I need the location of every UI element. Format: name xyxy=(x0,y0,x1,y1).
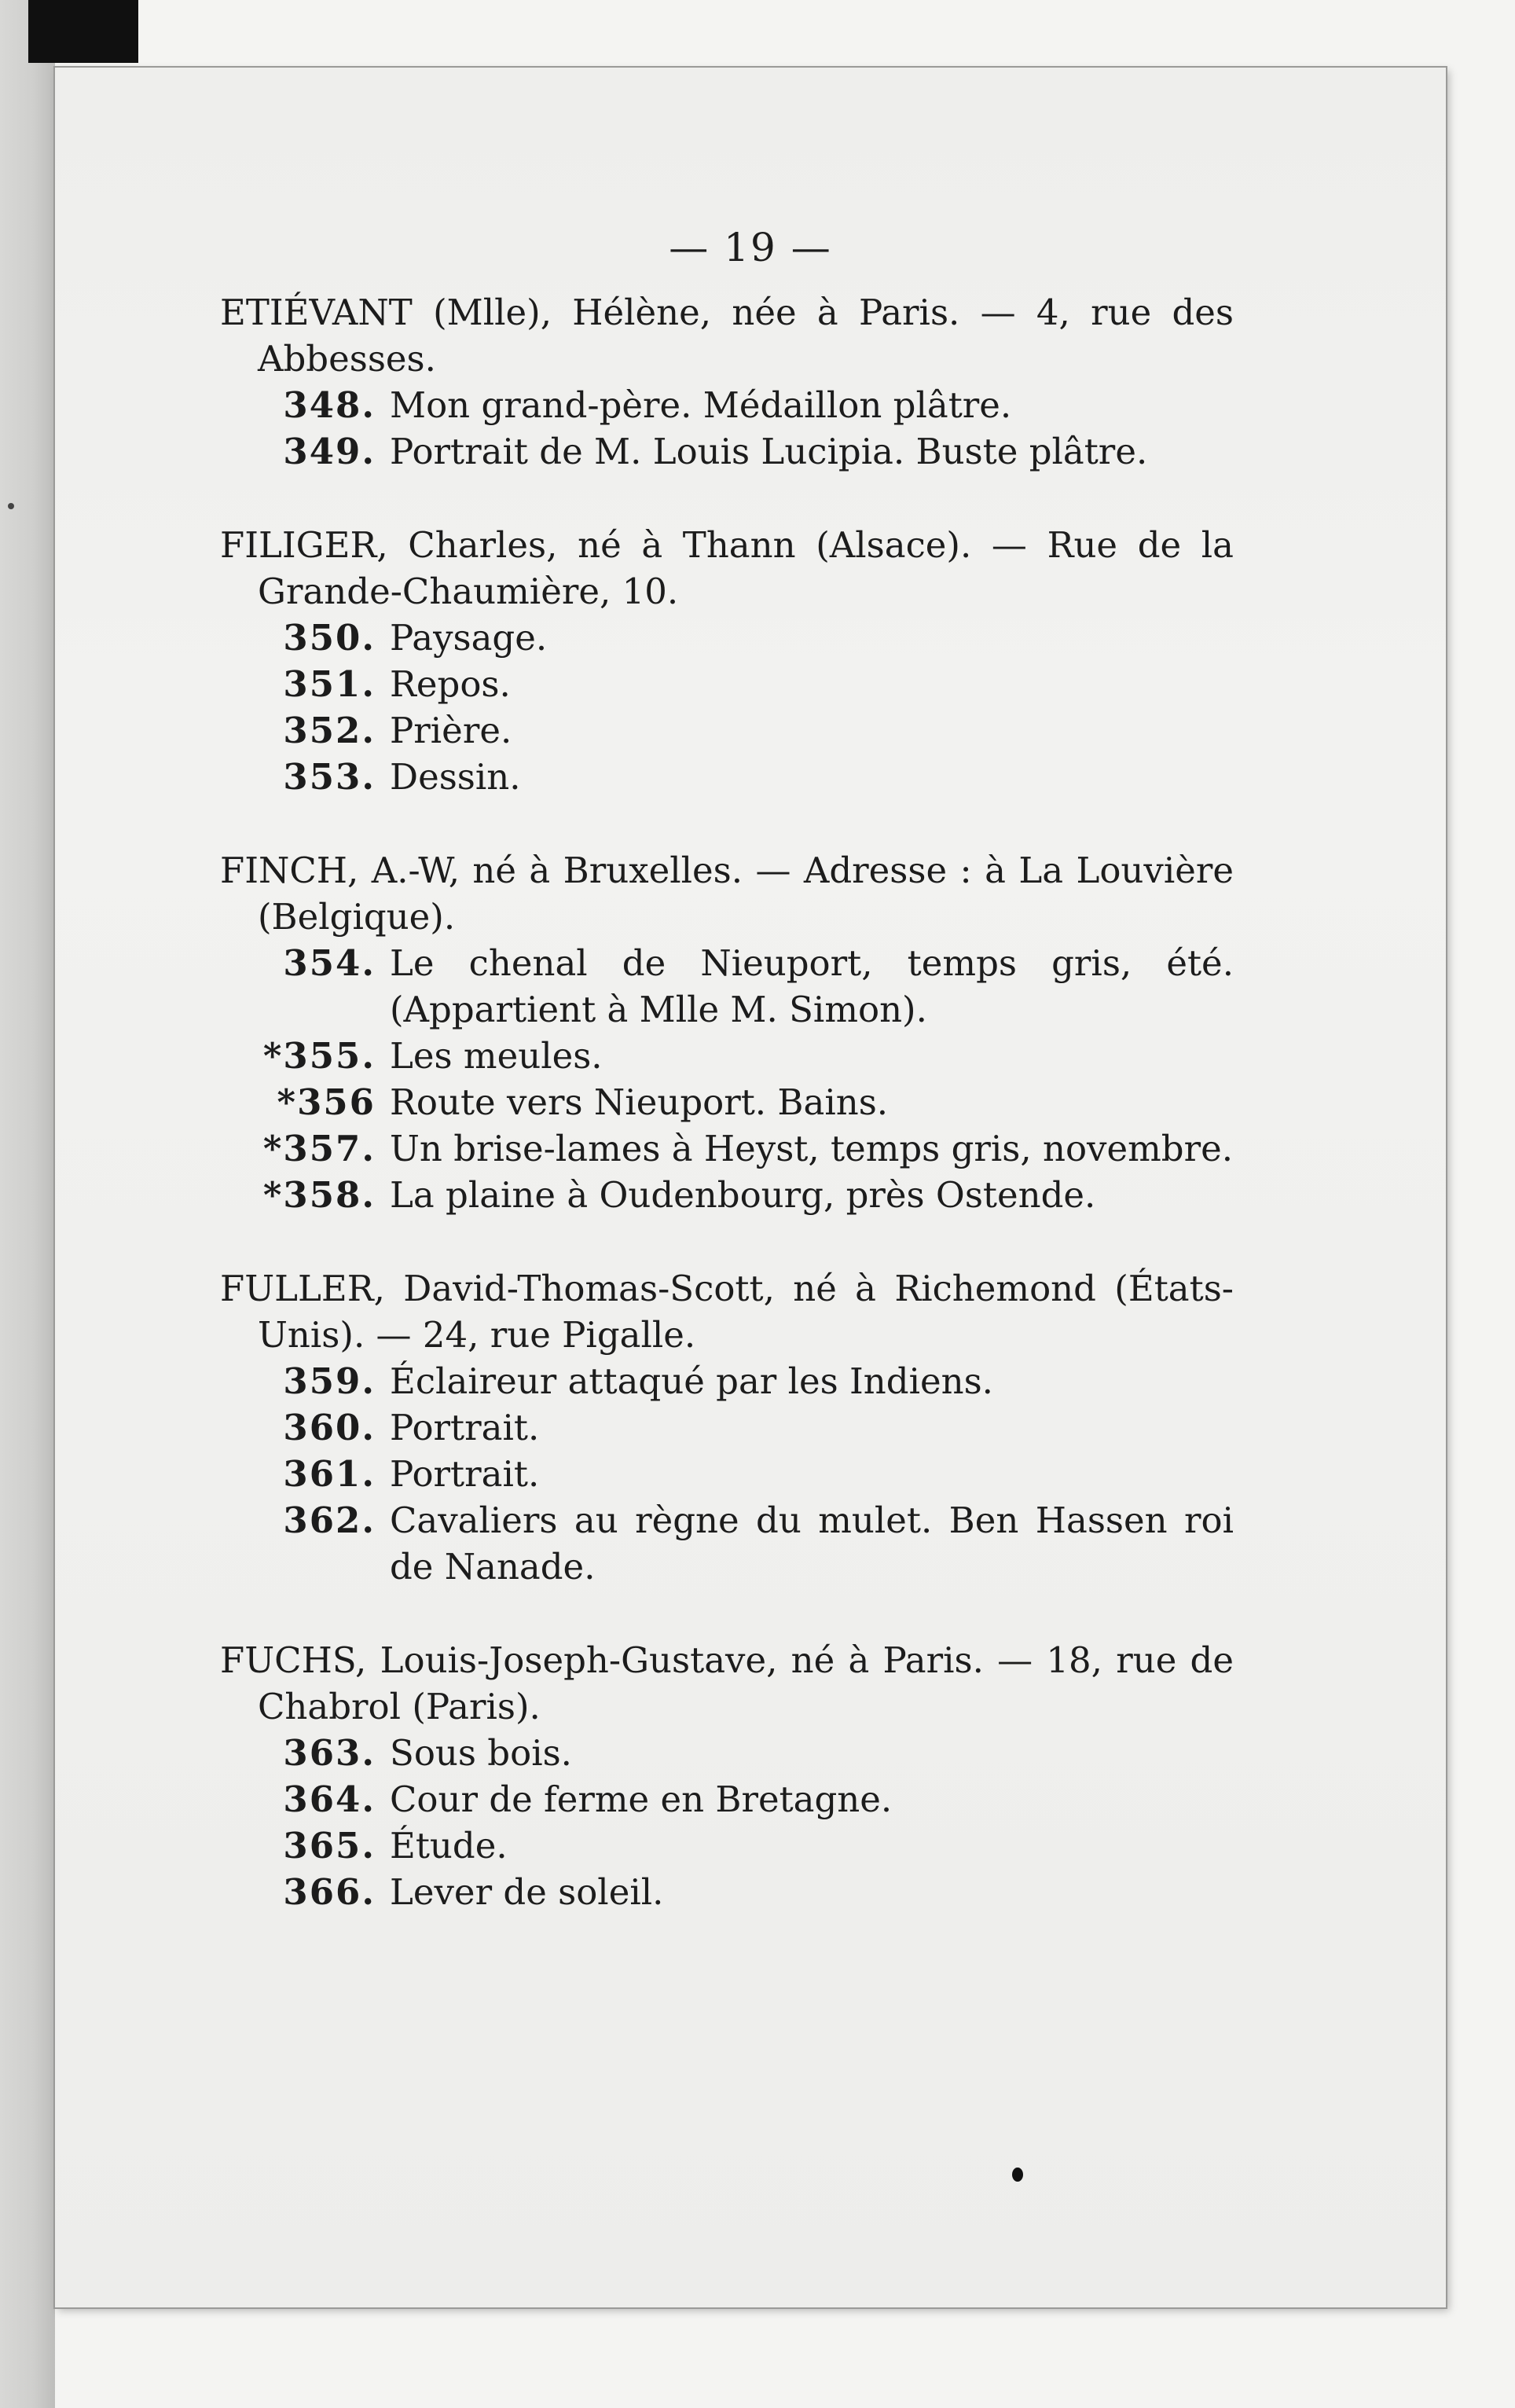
scan-left-margin xyxy=(0,0,55,2408)
work-number: 361. xyxy=(283,1453,376,1495)
work-title: Éclaireur attaqué par les Indiens. xyxy=(390,1360,993,1402)
artist-entry-filiger xyxy=(220,522,1234,800)
work-item xyxy=(220,707,1234,754)
work-title: Mon grand-père. Médaillon plâtre. xyxy=(390,384,1012,426)
work-item xyxy=(220,1776,1234,1823)
work-number: 348. xyxy=(283,384,376,426)
work-number: *356 xyxy=(277,1081,376,1123)
work-title: Lever de soleil. xyxy=(390,1871,664,1913)
work-title: Dessin. xyxy=(390,756,521,798)
work-title: Cavaliers au règne du mulet. Ben Hassen roi de Nanade. xyxy=(390,1499,1234,1588)
work-number: *355. xyxy=(262,1035,376,1077)
work-item xyxy=(220,615,1234,661)
artist-heading: ETIÉVANT (Mlle), Hélène, née à Paris. — 4, rue des Abbesses. xyxy=(220,292,1234,380)
work-item xyxy=(220,1404,1234,1451)
work-number: 365. xyxy=(283,1825,376,1867)
ink-spot xyxy=(1012,2168,1023,2182)
work-item xyxy=(220,1451,1234,1497)
artist-heading: FULLER, David-Thomas-Scott, né à Richemond (États-Unis). — 24, rue Pigalle. xyxy=(220,1268,1234,1356)
artist-entry-fuller xyxy=(220,1265,1234,1590)
work-item xyxy=(220,1497,1234,1590)
work-item xyxy=(220,1172,1234,1218)
work-item xyxy=(220,382,1234,428)
work-item xyxy=(220,1079,1234,1125)
work-number: 351. xyxy=(283,663,376,705)
work-title: Un brise-lames à Heyst, temps gris, novembre. xyxy=(390,1128,1234,1169)
margin-speck xyxy=(8,503,14,509)
work-title: Le chenal de Nieuport, temps gris, été. (Appartient à Mlle M. Simon). xyxy=(390,942,1234,1030)
page-number: — 19 — xyxy=(669,225,832,270)
artist-entry-finch xyxy=(220,847,1234,1218)
work-item xyxy=(220,1358,1234,1404)
work-number: 349. xyxy=(283,431,376,472)
work-item xyxy=(220,1730,1234,1776)
book-page xyxy=(55,68,1446,2307)
work-item xyxy=(220,428,1234,475)
work-title: Cour de ferme en Bretagne. xyxy=(390,1778,893,1820)
work-number: 363. xyxy=(283,1732,376,1774)
scan-corner-tab xyxy=(28,0,138,63)
work-number: 353. xyxy=(283,756,376,798)
work-title: Route vers Nieuport. Bains. xyxy=(390,1081,889,1123)
work-number: 360. xyxy=(283,1407,376,1448)
artist-heading: FILIGER, Charles, né à Thann (Alsace). — Rue de la Grande-Chaumière, 10. xyxy=(220,524,1234,612)
work-item xyxy=(220,1033,1234,1079)
work-title: Paysage. xyxy=(390,617,548,659)
work-title: Prière. xyxy=(390,710,512,751)
work-number: 366. xyxy=(283,1871,376,1913)
work-number: 352. xyxy=(283,710,376,751)
artist-entry-fuchs xyxy=(220,1637,1234,1915)
work-number: *358. xyxy=(262,1174,376,1216)
work-title: Les meules. xyxy=(390,1035,603,1077)
work-item xyxy=(220,1869,1234,1915)
work-item xyxy=(220,754,1234,800)
work-title: Étude. xyxy=(390,1825,508,1867)
work-number: 359. xyxy=(283,1360,376,1402)
catalogue-entries xyxy=(220,289,1234,1915)
work-item xyxy=(220,661,1234,707)
work-number: 364. xyxy=(283,1778,376,1820)
work-number: *357. xyxy=(262,1128,376,1169)
work-number: 350. xyxy=(283,617,376,659)
work-item xyxy=(220,940,1234,1033)
work-item xyxy=(220,1823,1234,1869)
work-title: Repos. xyxy=(390,663,511,705)
work-title: Portrait. xyxy=(390,1453,540,1495)
artist-heading: FINCH, A.-W, né à Bruxelles. — Adresse : à La Louvière (Belgique). xyxy=(220,850,1234,938)
work-number: 354. xyxy=(283,942,376,984)
work-title: Sous bois. xyxy=(390,1732,572,1774)
artist-entry-etievant xyxy=(220,289,1234,475)
work-title: La plaine à Oudenbourg, près Ostende. xyxy=(390,1174,1096,1216)
work-item xyxy=(220,1125,1234,1172)
work-number: 362. xyxy=(283,1499,376,1541)
work-title: Portrait. xyxy=(390,1407,540,1448)
artist-heading: FUCHS, Louis-Joseph-Gustave, né à Paris. — 18, rue de Chabrol (Paris). xyxy=(220,1639,1234,1727)
work-title: Portrait de M. Louis Lucipia. Buste plâtre. xyxy=(390,431,1148,472)
